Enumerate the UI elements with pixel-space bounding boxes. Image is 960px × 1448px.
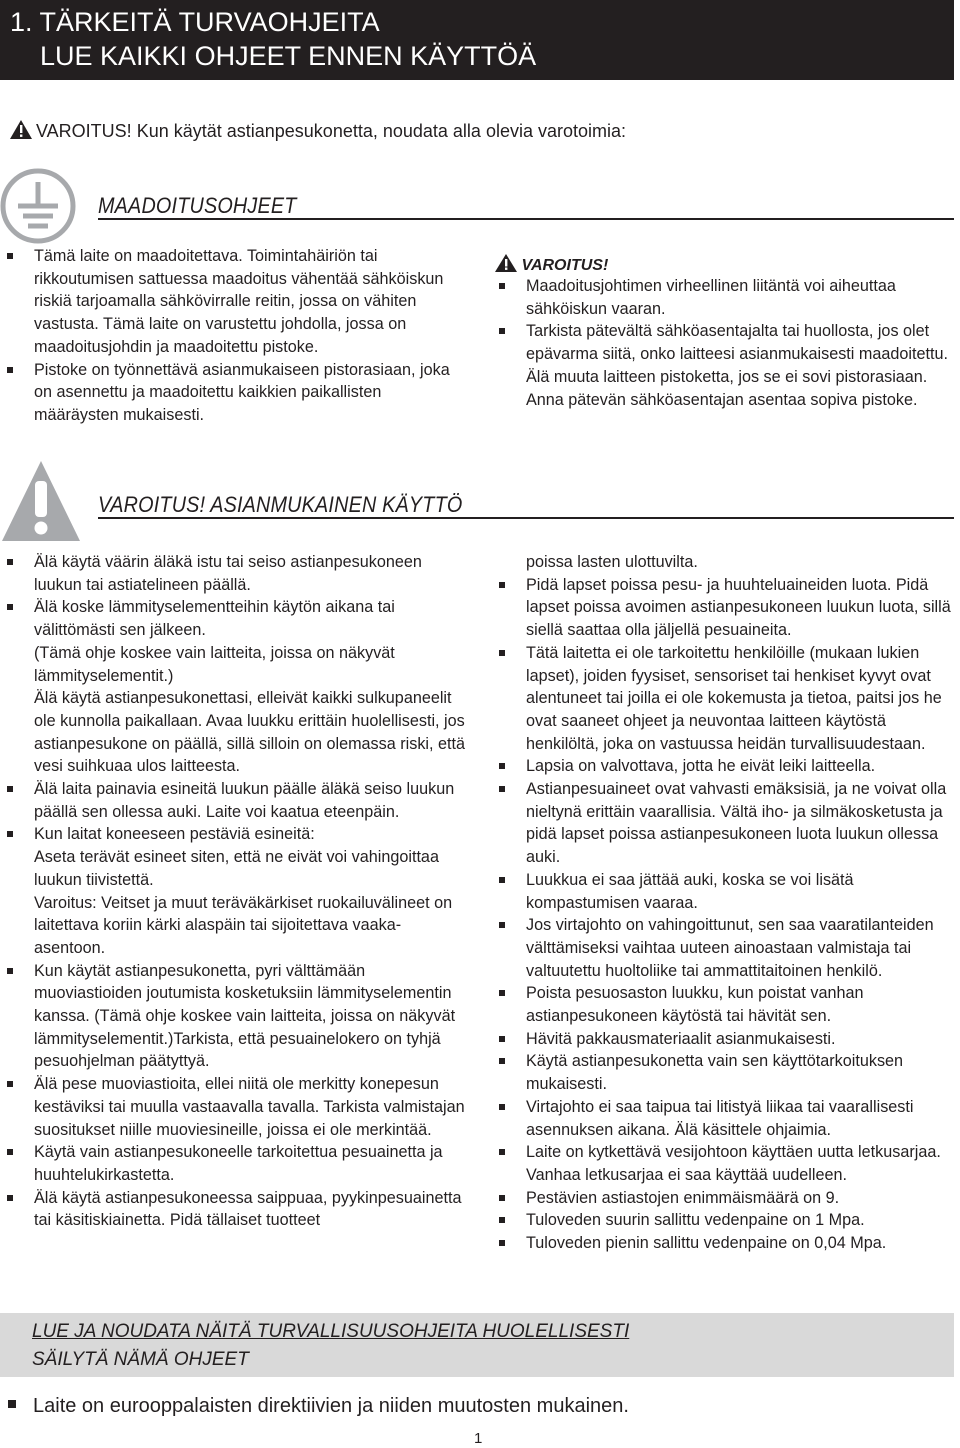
numbered-item-text: Varoitus: Veitset ja muut teräväkärkiset ruokailuvälineet on laitettava koriin kärki alaspäin tai sijoitettava vaaka-asentoon. — [34, 893, 453, 957]
usage-title: VAROITUS! ASIANMUKAINEN KÄYTTÖ — [98, 492, 463, 517]
footer-banner — [0, 1313, 954, 1377]
grounding-title: MAADOITUSOHJEET — [98, 193, 297, 218]
grounding-left-column — [6, 245, 454, 427]
compliance-text: Laite on eurooppalaisten direktiivien ja niiden muutosten mukainen. — [33, 1395, 629, 1417]
list-item: Tarkista pätevältä sähköasentajalta tai huollosta, jos olet epävarma siitä, onko laitteesi asianmukaisesti maadoitettu. Älä muuta laitteen pistoketta, jos se ei sovi pistorasiaan. Anna pätevän sähköasentajan asentaa sopiva pistoke. — [498, 320, 960, 411]
numbered-item — [6, 846, 466, 891]
usage-rule — [98, 517, 954, 519]
bullet-icon — [8, 1400, 16, 1408]
list-item: Astianpesuaineet ovat vahvasti emäksisiä, ja ne voivat olla nieltynä erittäin vaarallisia. Vältä iho- ja silmäkosketusta ja pidä lapset poissa astianpesukoneen luota luukun ollessa auki. — [498, 778, 960, 869]
list-item: Hävitä pakkausmateriaalit asianmukaisesti. — [498, 1028, 960, 1051]
list-item-continuation: poissa lasten ulottuvilta. — [526, 553, 698, 571]
list-item: Älä koske lämmityselementteihin käytön aikana tai välittömästi sen jälkeen. — [6, 596, 466, 641]
list-item: Käytä vain astianpesukoneelle tarkoitettua pesuainetta ja huuhtelukirkastetta. — [6, 1141, 466, 1186]
grounding-rule — [98, 218, 954, 220]
footer-banner-line2: SÄILYTÄ NÄMÄ OHJEET — [32, 1349, 249, 1370]
warning-small-icon — [495, 254, 517, 272]
list-item: Pestävien astiastojen enimmäismäärä on 9. — [498, 1187, 960, 1210]
list-item: Kun laitat koneeseen pestäviä esineitä: — [6, 823, 466, 846]
numbered-item — [6, 892, 466, 960]
list-item: Älä pese muoviastioita, ellei niitä ole merkitty konepesun kestäviksi tai muulla vastaavalla tavalla. Tarkista valmistajan suositukset niille muoviesineille, joissa ei ole merkintää. — [6, 1073, 466, 1141]
list-item: Tämä laite on maadoitettava. Toimintahäiriön tai rikkoutumisen sattuessa maadoitus vähentää sähköiskun riskiä tarjoamalla sähkövirralle reitin, jossa on vähiten vastusta. Tämä laite on varustettu johdolla, jossa on maadoitusjohdin ja maadoitettu pistoke. — [6, 245, 454, 359]
list-item: Käytä astianpesukonetta vain sen käyttötarkoituksen mukaisesti. — [498, 1050, 960, 1095]
warning-intro — [10, 120, 626, 142]
usage-right-column — [498, 551, 960, 1255]
warning-intro-text: Kun käytät astianpesukonetta, noudata alla olevia varotoimia: — [131, 121, 627, 141]
list-item: Laite on kytkettävä vesijohtoon käyttäen uutta letkusarjaa. Vanhaa letkusarjaa ei saa käyttää uudelleen. — [498, 1141, 960, 1186]
list-item: Tuloveden pienin sallittu vedenpaine on 0,04 Mpa. — [498, 1232, 960, 1255]
header-title: 1. TÄRKEITÄ TURVAOHJEITA — [10, 7, 380, 37]
list-item: Virtajohto ei saa taipua tai litistyä liikaa tai vaarallisesti asennuksen aikana. Älä käsittele ohjaimia. — [498, 1096, 960, 1141]
ground-icon — [0, 168, 76, 244]
usage-left-column — [6, 551, 466, 1232]
header-subtitle: LUE KAIKKI OHJEET ENNEN KÄYTTÖÄ — [40, 41, 537, 71]
list-item: Kun käytät astianpesukonetta, pyri välttämään muoviastioiden joutumista kosketuksiin lämmityselementin kanssa. (Tämä ohje koskee vain laitteita, joissa on näkyvät lämmityselementit.)Tarkista, että pesuainelokero on tyhjä pesuohjelman päätyttyä. — [6, 960, 466, 1074]
list-item: Maadoitusjohtimen virheellinen liitäntä voi aiheuttaa sähköiskun vaaran. — [498, 275, 960, 320]
warning-triangle-icon — [2, 461, 80, 541]
list-item: Älä käytä väärin äläkä istu tai seiso astianpesukoneen luukun tai astiatelineen päällä. — [6, 551, 466, 596]
warning-intro-label: VAROITUS! — [36, 121, 132, 141]
list-item: Tuloveden suurin sallittu vedenpaine on 1 Mpa. — [498, 1209, 960, 1232]
list-item: Pistoke on työnnettävä asianmukaiseen pistorasiaan, joka on asennettu ja maadoitettu kaikkien paikallisten määräysten mukaisesti. — [6, 359, 454, 427]
warning-small-icon — [10, 120, 32, 139]
list-item-continuation: (Tämä ohje koskee vain laitteita, joissa on näkyvät lämmityselementit.) — [34, 643, 395, 685]
list-item: Tätä laitetta ei ole tarkoitettu henkilöille (mukaan lukien lapset), joiden fyysiset, sensoriset tai henkiset kyvyt ovat alentuneet tai joilla ei ole kokemusta ja tietoa, paitsi jos he ovat saaneet ohjeet ja neuvontaa laitteen käytöstä henkilöltä, joka on vastuussa heidän turvallisuudestaan. — [498, 642, 960, 756]
list-item: Jos virtajohto on vahingoittunut, sen saa vaaratilanteiden välttämiseksi vaihtaa uuteen ainoastaan valmistaja tai valtuutettu huoltoliike tai ammattitaitoinen henkilö. — [498, 914, 960, 982]
grounding-warning-label: VAROITUS! — [521, 257, 609, 274]
list-item: Pidä lapset poissa pesu- ja huuhteluaineiden luota. Pidä lapset poissa avoimen astianpesukoneen luukun luota, sillä siellä saattaa olla jäljellä pesuaineita. — [498, 574, 960, 642]
grounding-warning-heading — [495, 254, 608, 275]
grounding-right-column — [498, 275, 960, 411]
list-item: Lapsia on valvottava, jotta he eivät leiki laitteella. — [498, 755, 960, 778]
list-item-continuation: Älä käytä astianpesukonettasi, elleivät kaikki sulkupaneelit ole kunnolla paikallaan. Avaa luukku erittäin huolellisesti, jos astianpesukone on päällä, sillä silloin on olemassa riski, että vesi suihkuaa ulos laitteesta. — [34, 689, 466, 776]
numbered-item-text: Aseta terävät esineet siten, että ne eivät voi vahingoittaa luukun tiivistettä. — [34, 848, 439, 889]
page-number: 1 — [474, 1430, 483, 1447]
list-item: Luukkua ei saa jättää auki, koska se voi lisätä kompastumisen vaaraa. — [498, 869, 960, 914]
compliance-statement — [8, 1395, 629, 1418]
footer-banner-line1: LUE JA NOUDATA NÄITÄ TURVALLISUUSOHJEITA HUOLELLISESTI — [32, 1321, 630, 1342]
list-item: Älä käytä astianpesukoneessa saippuaa, pyykinpesuainetta tai käsitiskiainetta. Pidä tällaiset tuotteet — [6, 1187, 466, 1232]
list-item: Poista pesuosaston luukku, kun poistat vanhan astianpesukoneen käytöstä tai hävität sen. — [498, 982, 960, 1027]
list-item: Älä laita painavia esineitä luukun päälle äläkä seiso luukun päällä sen ollessa auki. Laite voi kaatua eteenpäin. — [6, 778, 466, 823]
numbered-item-number — [4, 892, 34, 915]
numbered-item-number — [4, 846, 34, 869]
page-header — [0, 0, 954, 80]
